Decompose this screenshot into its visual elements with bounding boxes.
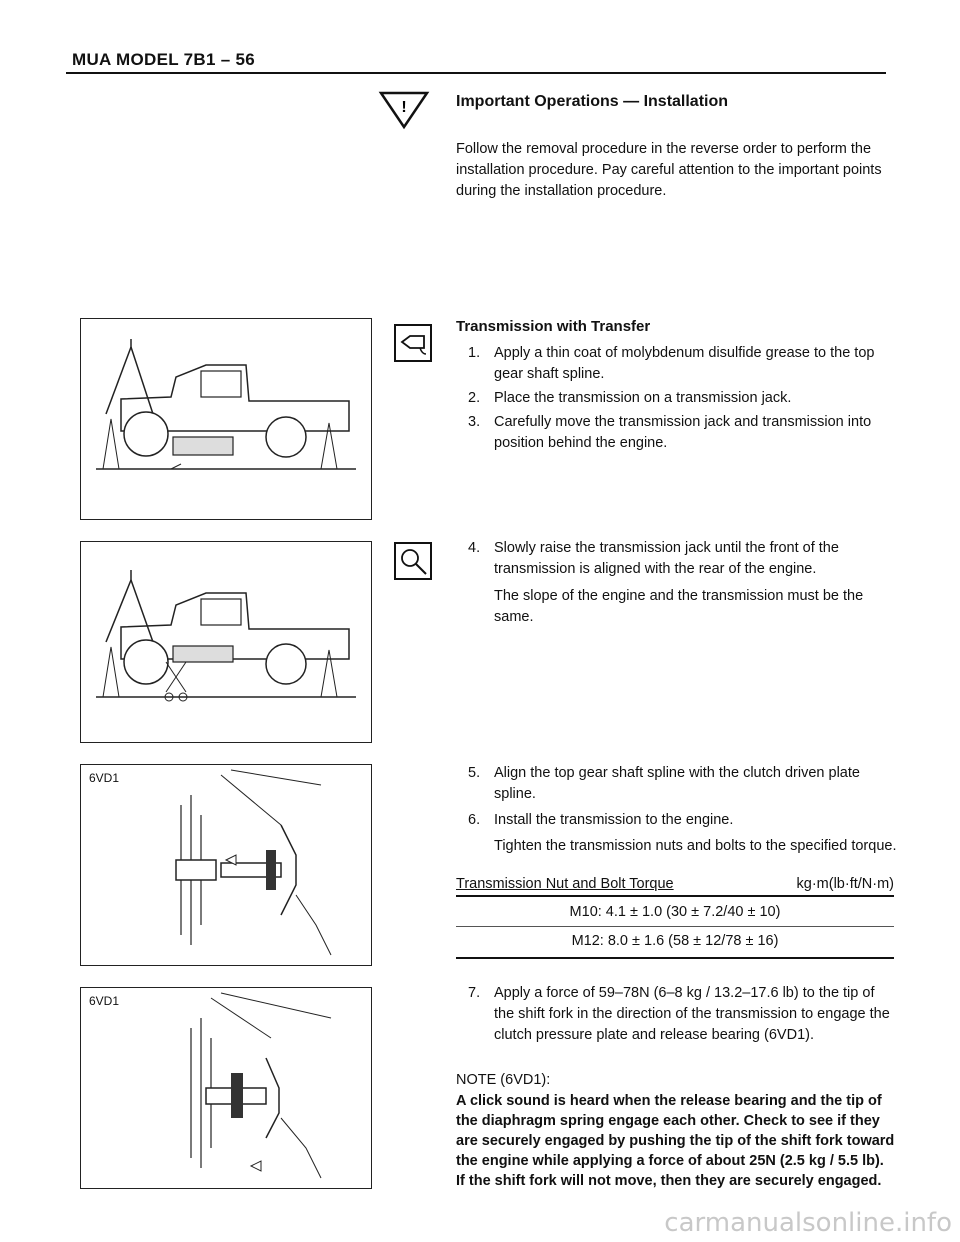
figure-clutch-cross-section-1: [80, 764, 372, 966]
torque-mid-rule: [456, 926, 894, 927]
step-number: 5.: [468, 765, 481, 781]
steps-group-3: [468, 763, 898, 857]
step-text: Align the top gear shaft spline with the clutch driven plate spline.: [494, 765, 860, 802]
figure-label: 6VD1: [89, 771, 120, 785]
note-block: [456, 1070, 896, 1191]
torque-table: [456, 876, 894, 959]
figure-clutch-cross-section-2: [80, 987, 372, 1189]
truck-illustration-2: [81, 542, 371, 742]
important-body: Follow the removal procedure in the reverse order to perform the installation procedure. Pay careful attention to the important points during the installation procedure.: [456, 141, 882, 199]
step-text: Place the transmission on a transmission jack.: [494, 390, 792, 406]
step-number: 4.: [468, 540, 481, 556]
inspect-magnifier-icon: [394, 542, 432, 580]
step-number: 7.: [468, 985, 481, 1001]
figure-vehicle-jack-low: [80, 318, 372, 520]
clutch-diagram-2: [81, 988, 371, 1188]
section-title: Transmission with Transfer: [456, 318, 651, 335]
torque-label: Transmission Nut and Bolt Torque: [456, 876, 674, 892]
torque-top-rule: [456, 895, 894, 897]
note-label: NOTE (6VD1):: [456, 1072, 551, 1088]
step-4-sub: The slope of the engine and the transmission must be the same.: [494, 588, 864, 625]
step-3: [468, 412, 898, 454]
watermark: carmanualsonline.info: [664, 1208, 952, 1238]
step-4: [468, 538, 898, 580]
step-2: [468, 388, 898, 409]
steps-group-2: [468, 538, 898, 628]
step-5: [468, 763, 898, 805]
torque-m10: M10: 4.1 ± 1.0 (30 ± 7.2/40 ± 10): [569, 904, 781, 920]
header-rule: [66, 72, 886, 74]
step-text: Carefully move the transmission jack and transmission into position behind the engine.: [494, 414, 872, 451]
step-text: Install the transmission to the engine.: [494, 812, 734, 828]
step-number: 3.: [468, 414, 481, 430]
steps-group-1: [468, 343, 898, 454]
clutch-diagram-1: [81, 765, 371, 965]
page-header-title: MUA MODEL 7B1 – 56: [72, 50, 256, 69]
step-text: Apply a force of 59–78N (6–8 kg / 13.2–17.6 lb) to the tip of the shift fork in the direction of the transmission to engage the clutch pressure plate and release bearing (6VD1).: [494, 985, 890, 1043]
truck-illustration-1: [81, 319, 371, 519]
warning-triangle-icon: [378, 90, 430, 130]
torque-m12: M12: 8.0 ± 1.6 (58 ± 12/78 ± 16): [571, 933, 779, 949]
step-6-sub: Tighten the transmission nuts and bolts to the specified torque.: [494, 838, 897, 854]
step-7: [468, 983, 898, 1046]
torque-unit: kg·m(lb·ft/N·m): [796, 876, 894, 892]
step-text: Slowly raise the transmission jack until the front of the transmission is aligned with the rear of the engine.: [494, 540, 839, 577]
step-1: [468, 343, 898, 385]
steps-group-4: [468, 983, 898, 1046]
important-title: Important Operations — Installation: [456, 93, 729, 110]
step-text: Apply a thin coat of molybdenum disulfide grease to the top gear shaft spline.: [494, 345, 875, 382]
torque-header: [456, 876, 894, 892]
step-number: 6.: [468, 812, 481, 828]
step-number: 2.: [468, 390, 481, 406]
step-number: 1.: [468, 345, 481, 361]
figure-label: 6VD1: [89, 994, 120, 1008]
step-6: [468, 810, 898, 831]
svg-text:!: !: [401, 99, 407, 116]
note-text: A click sound is heard when the release bearing and the tip of the diaphragm spring engage each other. Check to see if they are securely engaged by pushing the tip of the shift fork toward the engine while applying a force of about 25N (2.5 kg / 5.5 lb). If the shift fork will not move, then they are securely engaged.: [456, 1093, 895, 1189]
figure-vehicle-jack-raised: [80, 541, 372, 743]
apply-grease-icon: [394, 324, 432, 362]
torque-bottom-rule: [456, 957, 894, 959]
